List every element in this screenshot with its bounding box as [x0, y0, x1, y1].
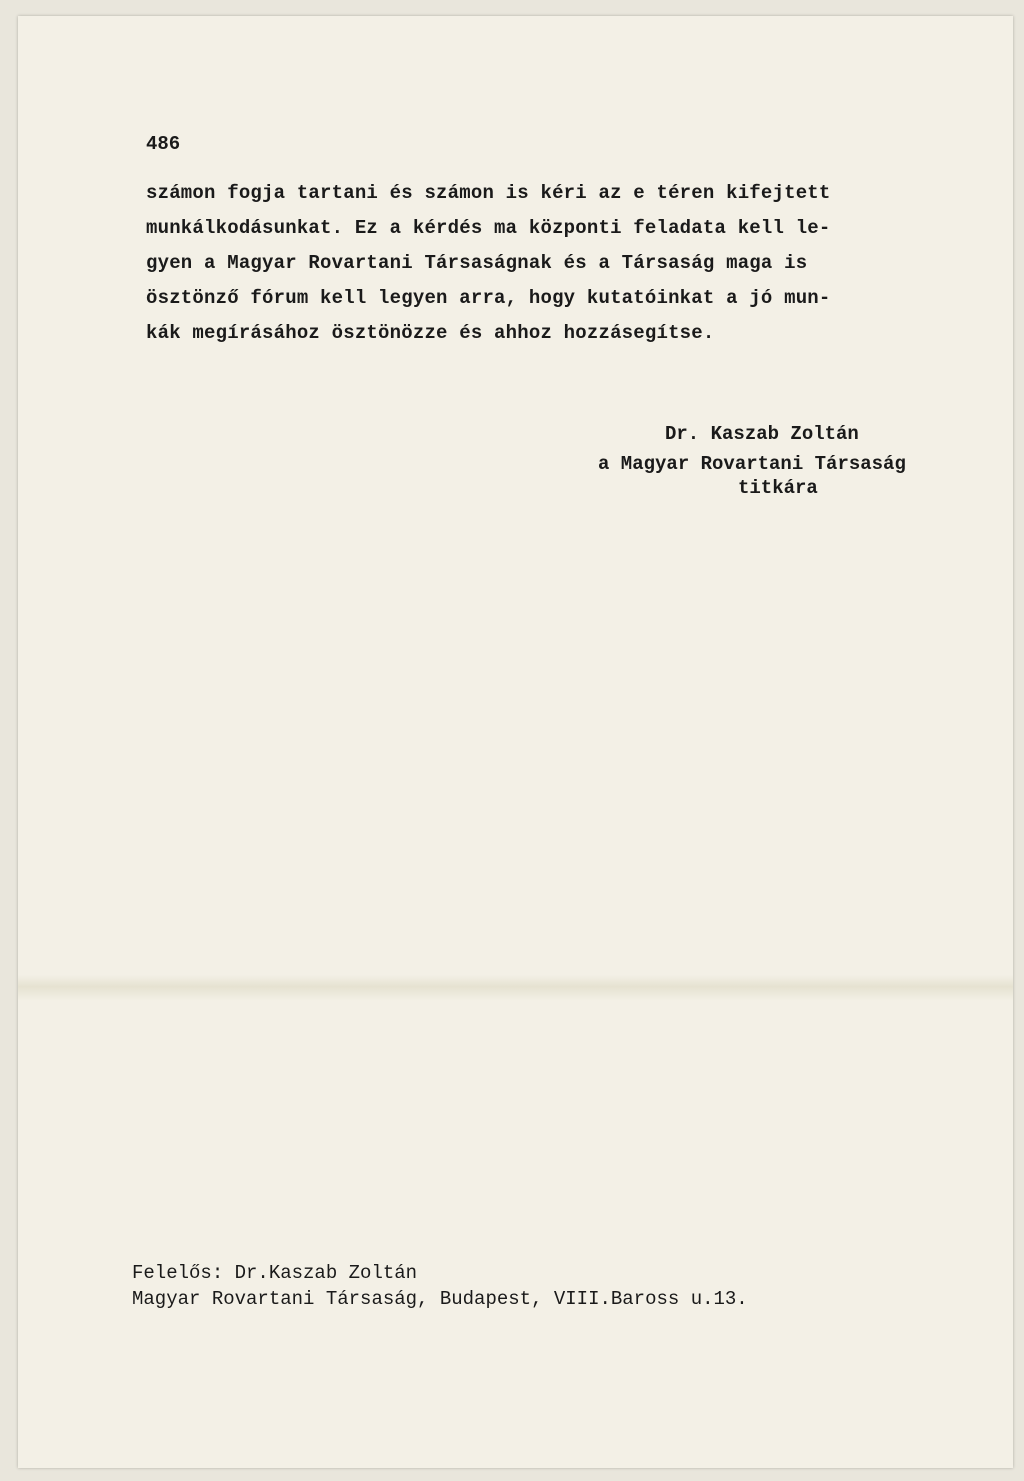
body-line: ösztönző fórum kell legyen arra, hogy kutatóinkat a jó mun- — [146, 287, 831, 309]
page-number: 486 — [146, 133, 181, 155]
body-line: munkálkodásunkat. Ez a kérdés ma központi feladata kell le- — [146, 217, 831, 239]
body-paragraph — [146, 176, 986, 351]
signature-organization: a Magyar Rovartani Társaság — [598, 453, 906, 475]
body-line: számon fogja tartani és számon is kéri az e téren kifejtett — [146, 182, 831, 204]
body-line: kák megírásához ösztönözze és ahhoz hozzásegítse. — [146, 322, 715, 344]
signature-name: Dr. Kaszab Zoltán — [665, 423, 859, 445]
signature-title: titkára — [738, 477, 818, 499]
footer-address: Magyar Rovartani Társaság, Budapest, VIII.Baross u.13. — [132, 1288, 748, 1310]
footer-responsible: Felelős: Dr.Kaszab Zoltán — [132, 1262, 418, 1284]
footer-imprint — [132, 1260, 748, 1312]
body-line: gyen a Magyar Rovartani Társaságnak és a Társaság maga is — [146, 252, 808, 274]
page-fold-crease — [18, 975, 1013, 1001]
